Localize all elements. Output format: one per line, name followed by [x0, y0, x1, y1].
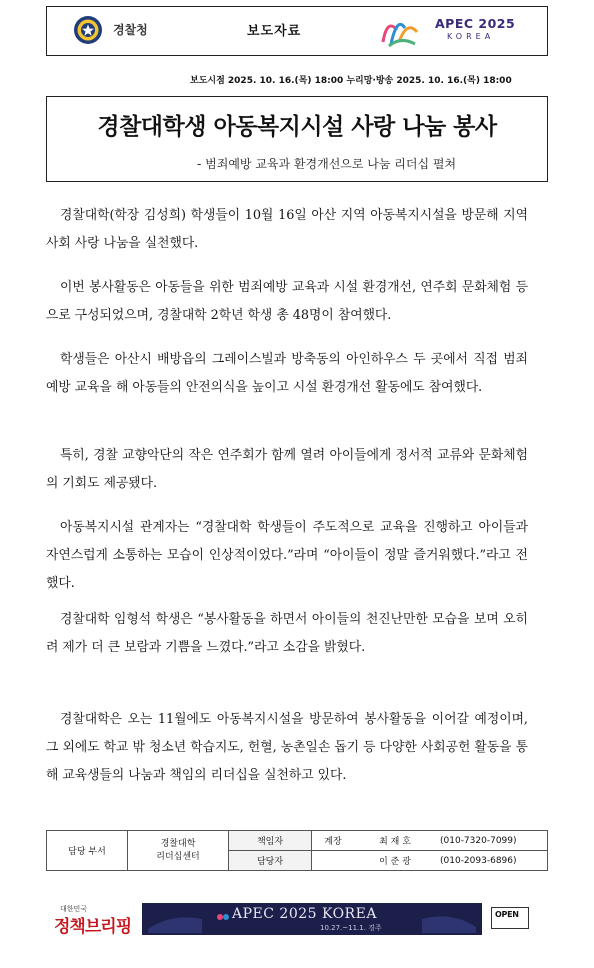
open-license-badge	[491, 907, 529, 929]
apec-subtitle: KOREA	[447, 32, 495, 41]
dept-name	[128, 831, 229, 871]
body-paragraph: 경찰대학 임형석 학생은 “봉사활동을 하면서 아이들의 천진난만한 모습을 보며 오히려 제가 더 큰 보람과 기쁨을 느꼈다.”라고 소감을 밝혔다.	[46, 612, 528, 655]
contact-phone: (010-7320-7099)	[436, 831, 548, 851]
contact-title	[312, 851, 355, 871]
header-box	[46, 6, 548, 56]
brand-top-text: 대한민국	[60, 905, 88, 913]
contact-role: 담당자	[229, 851, 312, 871]
contact-title: 계장	[312, 831, 355, 851]
body-paragraph: 아동복지시설 관계자는 “경찰대학 학생들이 주도적으로 교육을 진행하고 아이들과 자연스럽게 소통하는 모습이 인상적이었다.”라며 “아이들이 정말 즐거워했다.”라고 전했다.	[46, 520, 528, 591]
table-row	[47, 831, 548, 851]
police-emblem-icon	[73, 15, 103, 45]
dept-label: 담당 부서	[47, 831, 128, 871]
policy-briefing-logo	[54, 904, 134, 937]
banner-title: APEC 2025 KOREA	[232, 906, 377, 922]
contact-name: 이 준 광	[354, 851, 436, 871]
dept-line-2: 리더십센터	[156, 851, 200, 862]
open-badge-text: OPEN	[495, 910, 519, 919]
contact-role: 책임자	[229, 831, 312, 851]
dept-line-1: 경찰대학	[160, 838, 196, 849]
brand-main-text: 정책브리핑	[54, 917, 132, 937]
body-paragraph: 경찰대학은 오는 11월에도 아동복지시설을 방문하여 봉사활동을 이어갈 예정이며, 그 외에도 학교 밖 청소년 학습지도, 헌혈, 농촌일손 돕기 등 다양한 사회공헌 활동을 통해 교육생들의 나눔과 책임의 리더십을 실천하고 있다.	[46, 712, 528, 783]
document-subtitle: - 범죄예방 교육과 환경개선으로 나눔 리더십 펼쳐	[197, 157, 457, 171]
document-title: 경찰대학생 아동복지시설 사랑 나눔 봉사	[97, 114, 497, 140]
org-name: 경찰청	[113, 23, 148, 37]
contact-name: 최 재 호	[354, 831, 436, 851]
banner-date: 10.27.~11.1. 경주	[320, 924, 382, 932]
release-time: 보도시점 2025. 10. 16.(목) 18:00 누리망·방송 2025. 10. 16.(목) 18:00	[190, 76, 512, 86]
body-paragraph: 경찰대학(학장 김성희) 학생들이 10월 16일 아산 지역 아동복지시설을 방문해 지역사회 사랑 나눔을 실천했다.	[46, 208, 528, 251]
doc-type-label: 보도자료	[247, 24, 302, 39]
body-paragraph: 특히, 경찰 교향악단의 작은 연주회가 함께 열려 아이들에게 정서적 교류와 문화체험의 기회도 제공됐다.	[46, 448, 528, 491]
contact-table	[46, 830, 548, 871]
apec-title: APEC 2025	[435, 16, 516, 31]
body-paragraph: 학생들은 아산시 배방읍의 그레이스빌과 방축동의 아인하우스 두 곳에서 직접 범죄예방 교육을 해 아동들의 안전의식을 높이고 시설 환경개선 활동에도 참여했다.	[46, 352, 528, 395]
contact-phone: (010-2093-6896)	[436, 851, 548, 871]
apec-banner	[142, 903, 482, 935]
body-paragraph: 이번 봉사활동은 아동들을 위한 범죄예방 교육과 시설 환경개선, 연주회 문화체험 등으로 구성되었으며, 경찰대학 2학년 학생 총 48명이 참여했다.	[46, 280, 528, 323]
apec-logo-icon	[379, 12, 421, 50]
title-box	[46, 96, 548, 182]
